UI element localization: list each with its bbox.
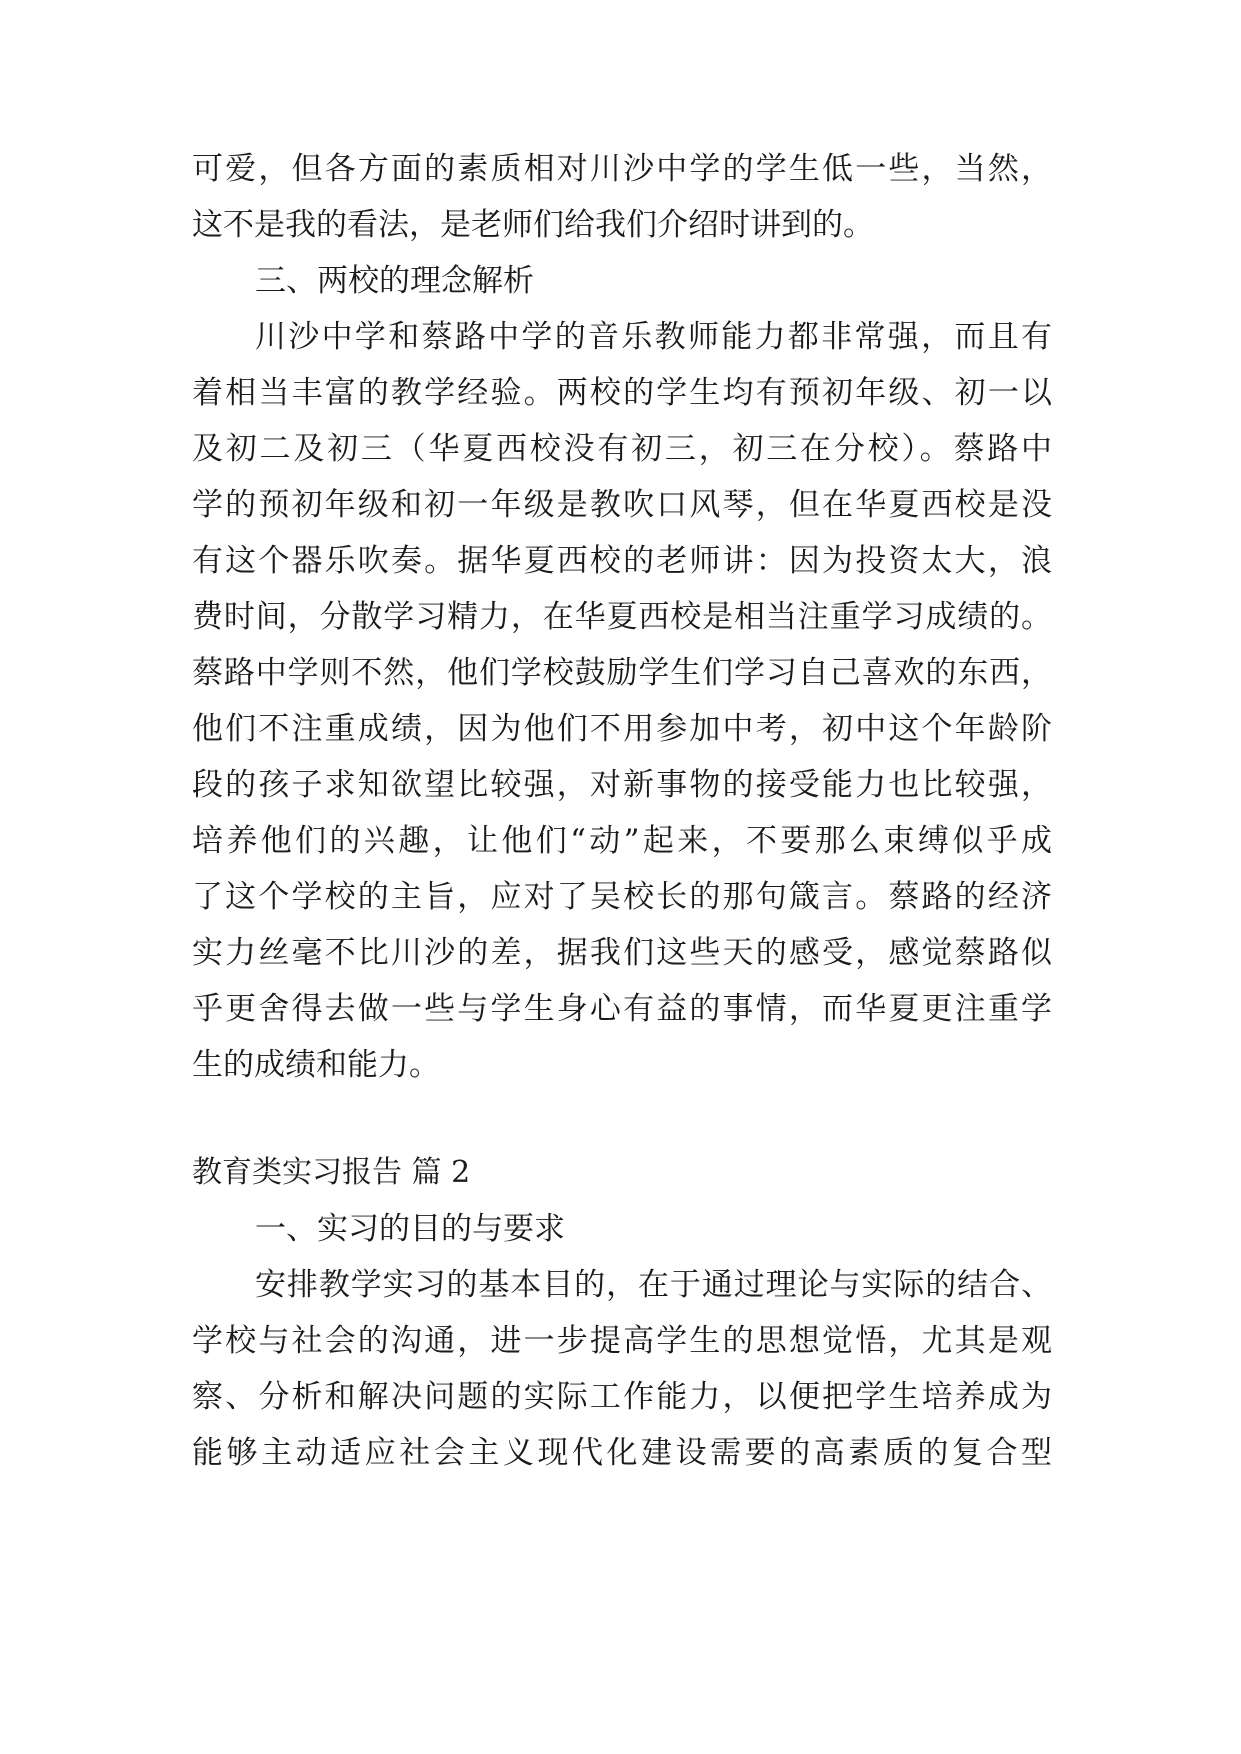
- paragraph-line: 学校与社会的沟通，进一步提高学生的思想觉悟，尤其是观: [192, 1323, 1052, 1359]
- paragraph-line: 着相当丰富的教学经验。两校的学生均有预初年级、初一以: [192, 375, 1052, 411]
- paragraph-line: 蔡路中学则不然，他们学校鼓励学生们学习自己喜欢的东西，: [192, 655, 1052, 691]
- paragraph-line: 川沙中学和蔡路中学的音乐教师能力都非常强，而且有: [255, 319, 1052, 355]
- paragraph-line: 有这个器乐吹奏。据华夏西校的老师讲：因为投资太大，浪: [192, 543, 1052, 579]
- paragraph-line: 及初二及初三（华夏西校没有初三，初三在分校）。蔡路中: [192, 431, 1052, 467]
- paragraph-line: 生的成绩和能力。: [192, 1047, 440, 1083]
- paragraph-line: 段的孩子求知欲望比较强，对新事物的接受能力也比较强，: [192, 767, 1052, 803]
- paragraph-line: 可爱，但各方面的素质相对川沙中学的学生低一些，当然，: [192, 151, 1052, 187]
- paragraph-line: 他们不注重成绩，因为他们不用参加中考，初中这个年龄阶: [192, 711, 1052, 747]
- paragraph-line: 这不是我的看法，是老师们给我们介绍时讲到的。: [192, 207, 874, 243]
- section-heading: 一、实习的目的与要求: [255, 1211, 565, 1247]
- paragraph-line: 察、分析和解决问题的实际工作能力，以便把学生培养成为: [192, 1379, 1052, 1415]
- section-heading: 三、两校的理念解析: [255, 263, 534, 299]
- paragraph-line: 乎更舍得去做一些与学生身心有益的事情，而华夏更注重学: [192, 991, 1052, 1027]
- paragraph-line: 实力丝毫不比川沙的差，据我们这些天的感受，感觉蔡路似: [192, 935, 1052, 971]
- paragraph-line: 费时间，分散学习精力，在华夏西校是相当注重学习成绩的。: [192, 599, 1052, 635]
- paragraph-line: 培养他们的兴趣，让他们“动”起来，不要那么束缚似乎成: [192, 823, 1052, 859]
- article-title: 教育类实习报告 篇 2: [192, 1155, 471, 1190]
- paragraph-line: 了这个学校的主旨，应对了吴校长的那句箴言。蔡路的经济: [192, 879, 1052, 915]
- paragraph-line: 安排教学实习的基本目的，在于通过理论与实际的结合、: [255, 1267, 1052, 1303]
- paragraph-line: 能够主动适应社会主义现代化建设需要的高素质的复合型: [192, 1435, 1052, 1471]
- paragraph-line: 学的预初年级和初一年级是教吹口风琴，但在华夏西校是没: [192, 487, 1052, 523]
